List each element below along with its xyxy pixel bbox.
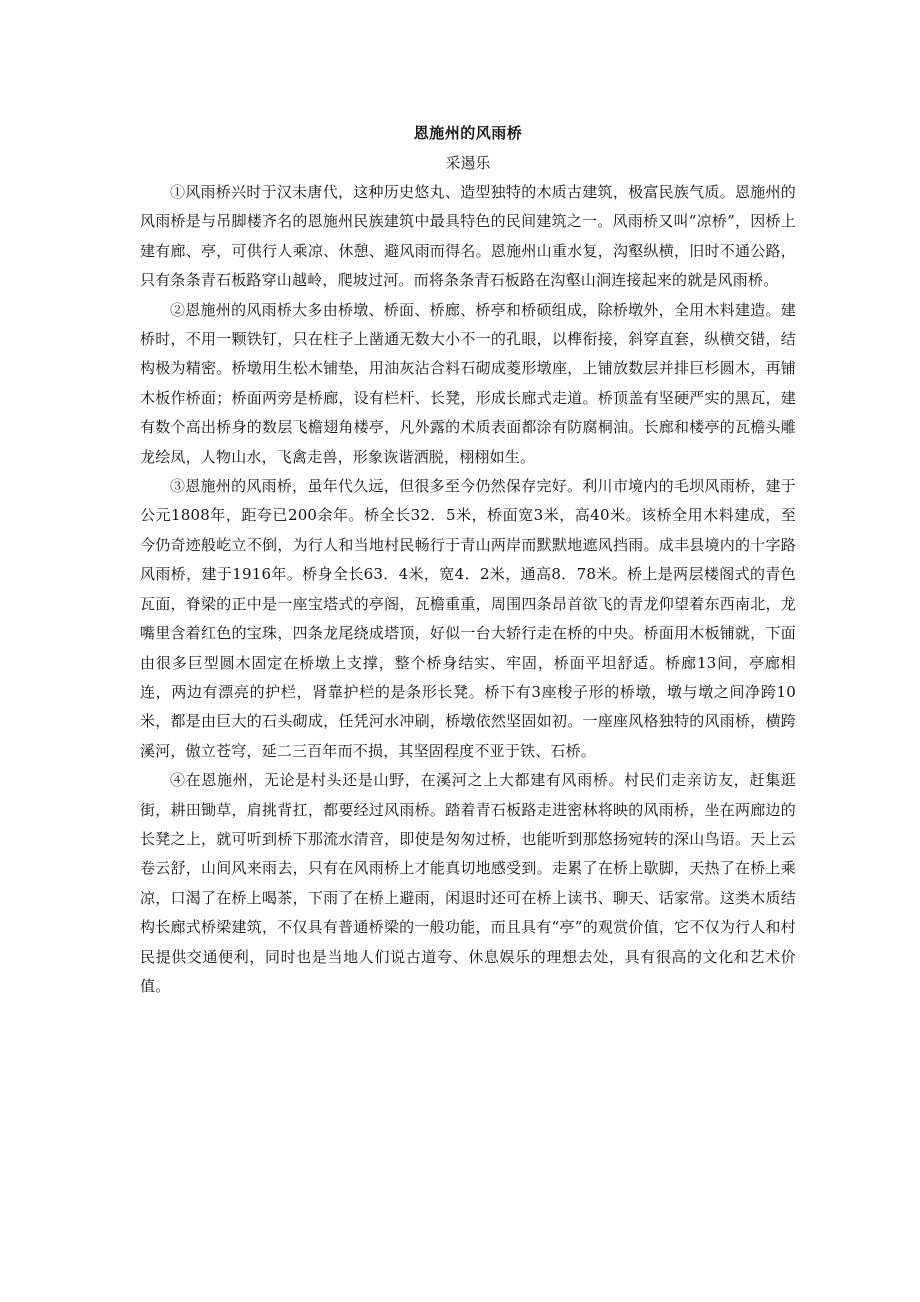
paragraph-1: ①风雨桥兴时于汉未唐代，这种历史悠丸、造型独特的木质古建筑，极富民族气质。恩施州的风雨桥是与吊脚楼齐名的恩施州民族建筑中最具特色的民间建筑之一。风雨桥又叫“凉桥”，因桥上建有廊、亭，可供行人乘凉、休憩、避风雨而得名。恩施州山重水复，沟壑纵横，旧时不通公路，只有条条青石板路穿山越岭，爬坡过河。而将条条青石板路在沟壑山涧连接起来的就是风雨桥。 [140,183,796,290]
article-body [140,118,796,1001]
paragraph-3: ③恩施州的风雨桥，虽年代久远，但很多至今仍然保存完好。利川市境内的毛坝风雨桥，建于公元1808年，距夸已200余年。桥全长32．5米，桥面宽3米，高40米。该桥全用木料建成，至今仍奇迹般屹立不倒，为行人和当地村民畅行于青山两岸而默默地遮风挡雨。成丰县境内的十字路风雨桥，建于1916年。桥身全长63．4米，宽4．2米，通高8．78米。桥上是两层楼阁式的青色瓦面，脊梁的正中是一座宝塔式的亭阁，瓦檐重重，周围四条昂首欲飞的青龙仰望着东西南北，龙嘴里含着红色的宝珠，四条龙尾绕成塔顶，好似一台大轿行走在桥的中央。桥面用木板铺就，下面由很多巨型圆木固定在桥墩上支撑，整个桥身结实、牢固，桥面平坦舒适。桥廊13间，亭廊相连，两边有漂亮的护栏，肾靠护栏的是条形长凳。桥下有3座梭子形的桥墩，墩与墩之间净跨10米，都是由巨大的石头砌成，任凭河水冲刷，桥墩依然坚固如初。一座座风格独特的风雨桥，横跨溪河，傲立苍穹，延二三百年而不损，其坚固程度不亚于铁、石桥。 [140,477,796,760]
paragraph-4: ④在恩施州，无论是村头还是山野，在溪河之上大都建有风雨桥。村民们走亲访友，赶集逛街，耕田锄草，肩挑背扛，都要经过风雨桥。踏着青石板路走进密林将映的风雨桥，坐在两廊边的长凳之上，就可听到桥下那流水清音，即使是匆匆过桥，也能听到那悠扬宛转的深山鸟语。天上云卷云舒，山间风来雨去，只有在风雨桥上才能真切地感受到。走累了在桥上歇脚，天热了在桥上乘凉，口渴了在桥上喝茶，下雨了在桥上避雨，闲退时还可在桥上读书、聊天、话家常。这类木质结构长廊式桥梁建筑，不仅具有普通桥梁的一般功能，而且具有“亭”的观赏价值，它不仅为行人和村民提供交通便利，同时也是当地人们说古道夸、休息娱乐的理想去处，具有很高的文化和艺术价值。 [140,771,796,995]
paragraph-2: ②恩施州的风雨桥大多由桥墩、桥面、桥廊、桥亭和桥硕组成，除桥墩外，全用木料建造。建桥时，不用一颗铁钉，只在柱子上凿通无数大小不一的孔眼，以榫衔接，斜穿直套，纵横交错，结构极为精密。桥墩用生松木铺垫，用油灰沾合料石砌成菱形墩座，上铺放数层并排巨杉圆木，再铺木板作桥面；桥面两旁是桥廊，设有栏杆、长凳，形成长廊式走道。桥顶盖有坚硬严实的黑瓦，建有数个高出桥身的数层飞檐翅角楼亭，凡外露的术质表面都涂有防腐桐油。长廊和楼亭的瓦檐头雕龙绘凤，人物山水，飞禽走兽，形象诙谐洒脱，栩栩如生。 [140,300,796,466]
article-title: 恩施州的风雨桥 [413,124,523,142]
article-author: 采遏乐 [445,154,491,172]
